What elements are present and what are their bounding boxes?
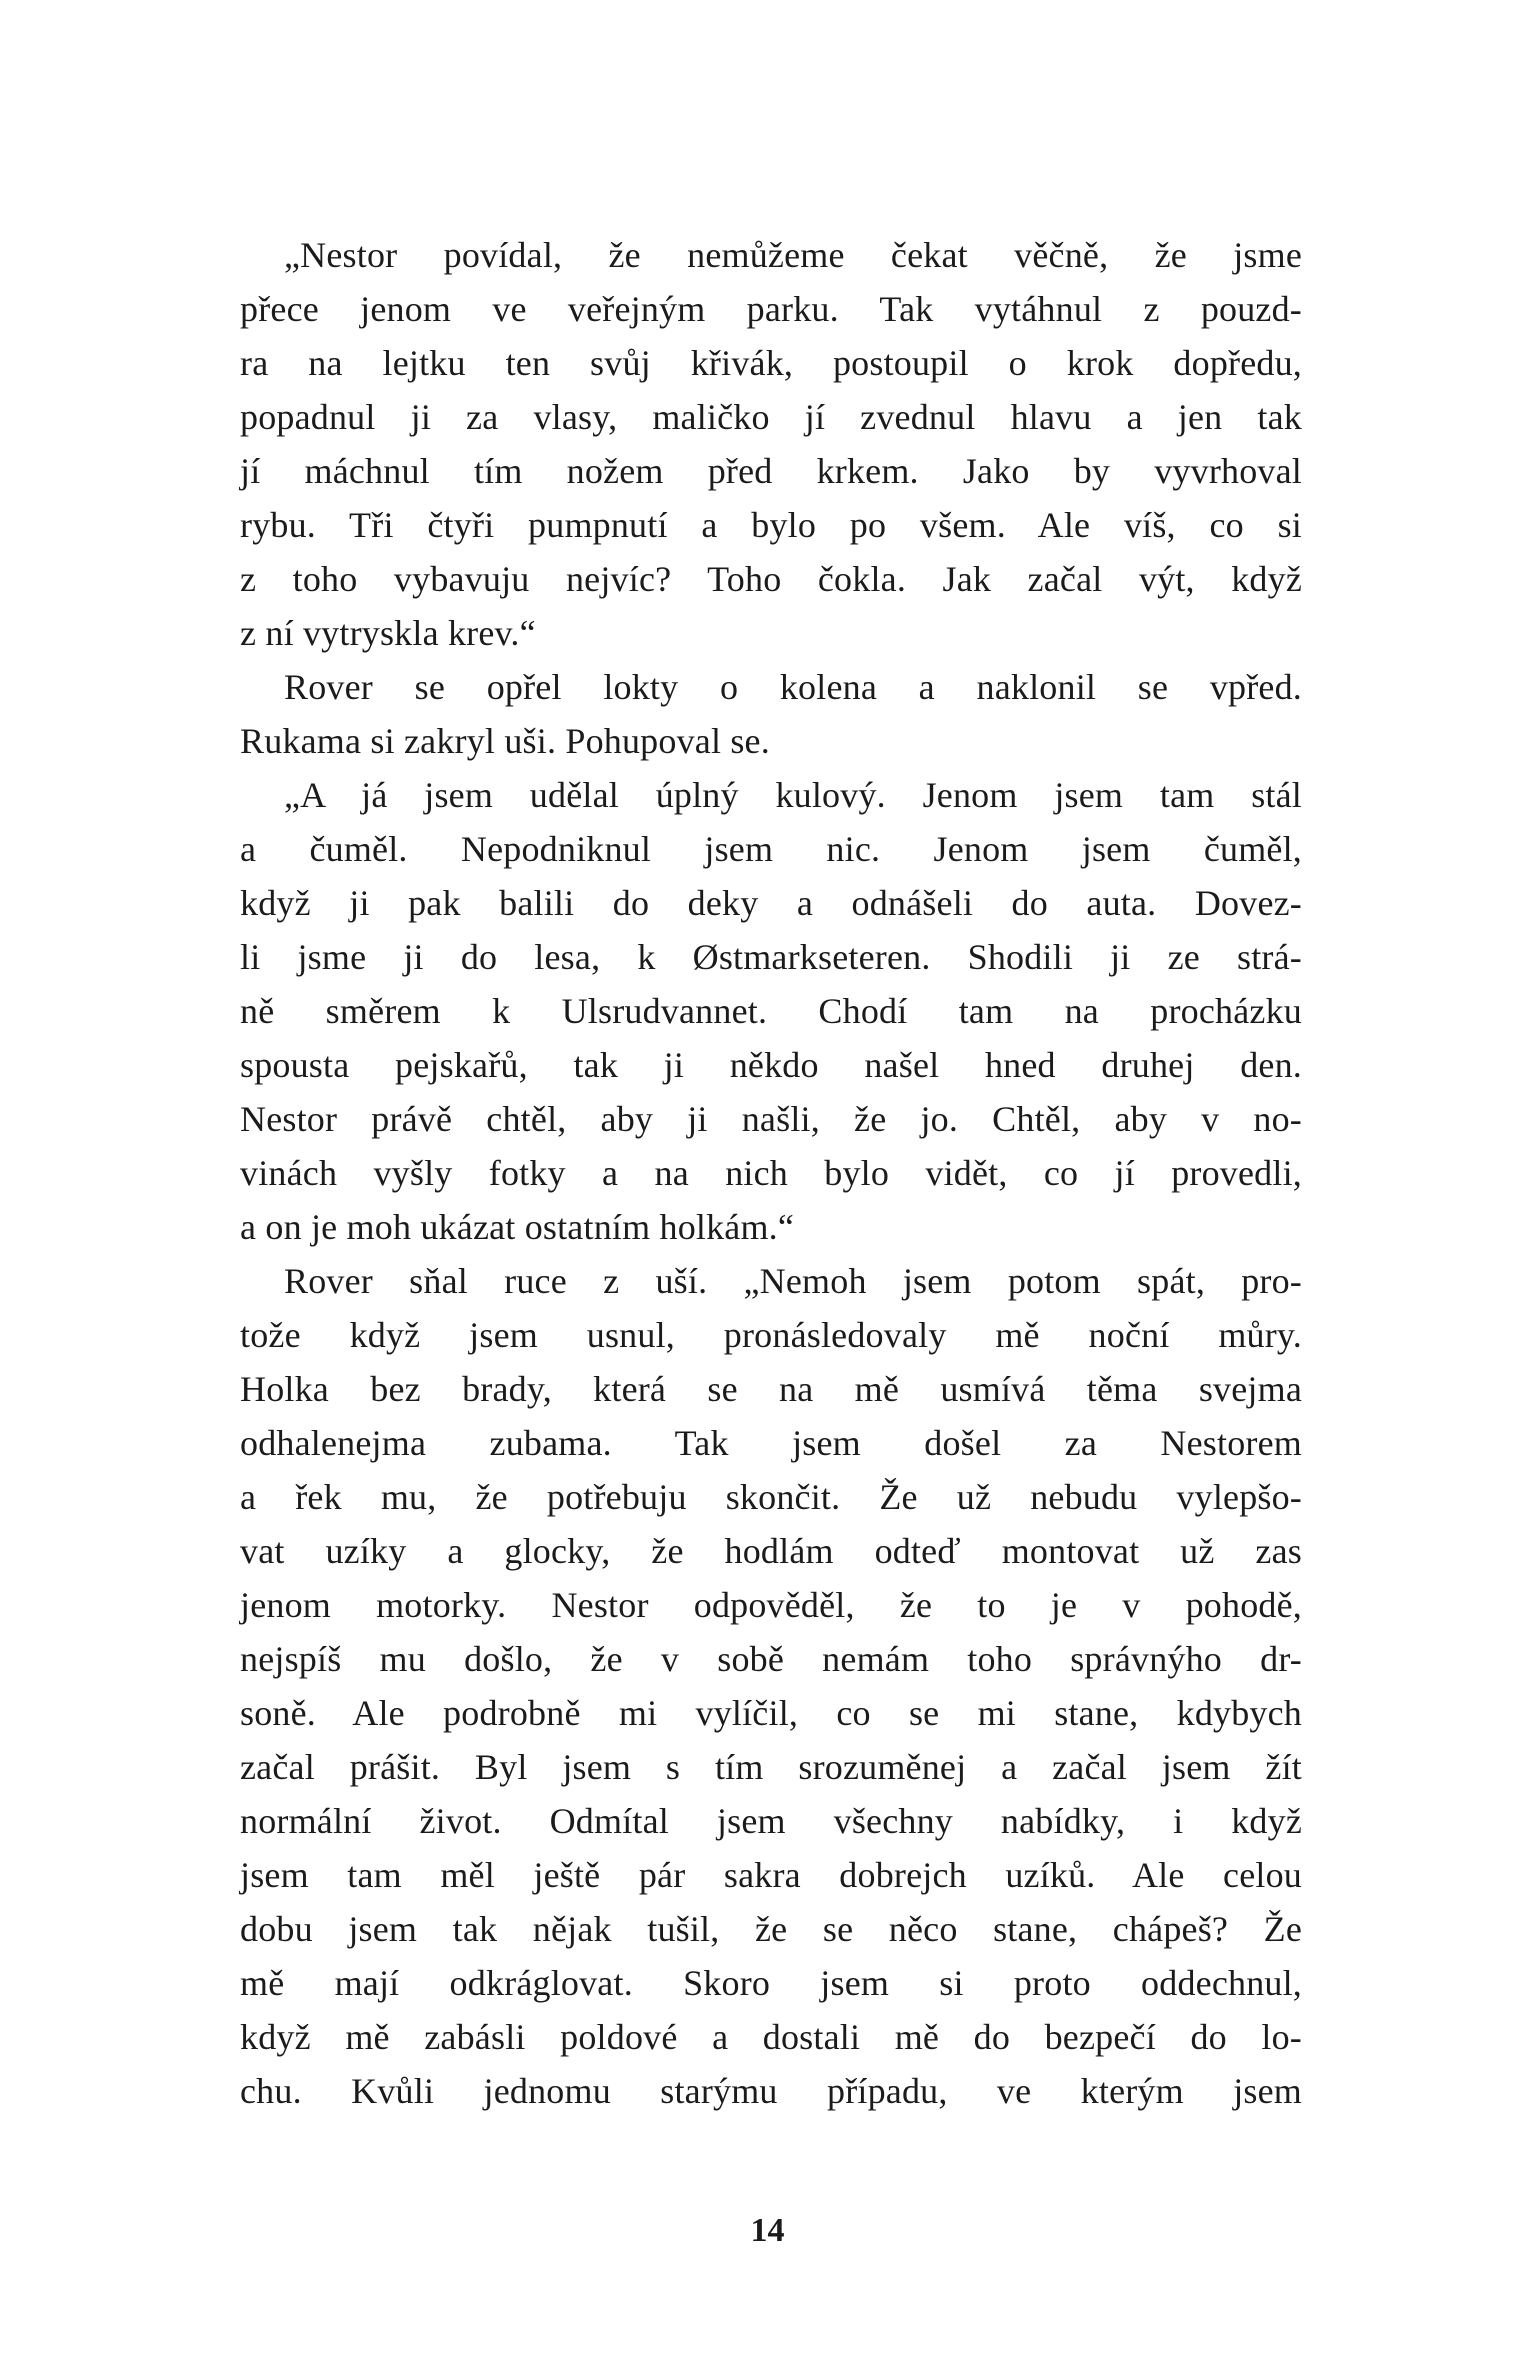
text-line: jenom motorky. Nestor odpověděl, že to je v pohodě,: [240, 1585, 1302, 1625]
text-line: tože když jsem usnul, pronásledovaly mě noční můry.: [240, 1315, 1302, 1355]
text-line: z toho vybavuju nejvíc? Toho čokla. Jak začal výt, když: [240, 559, 1302, 599]
text-line: ně směrem k Ulsrudvannet. Chodí tam na procházku: [240, 991, 1302, 1031]
text-line: z ní vytryskla krev.“: [240, 613, 536, 653]
text-line: popadnul ji za vlasy, maličko jí zvednul hlavu a jen tak: [240, 397, 1302, 437]
text-line: mě mají odkráglovat. Skoro jsem si proto oddechnul,: [240, 1963, 1302, 2003]
text-line: ra na lejtku ten svůj křivák, postoupil o krok dopředu,: [240, 343, 1302, 383]
paragraph: [240, 1254, 1302, 2118]
text-line: dobu jsem tak nějak tušil, že se něco stane, chápeš? Že: [240, 1909, 1302, 1949]
text-line: spousta pejskařů, tak ji někdo našel hned druhej den.: [240, 1045, 1302, 1085]
text-line: Rover sňal ruce z uší. „Nemoh jsem potom spát, pro-: [284, 1261, 1302, 1301]
text-line: Nestor právě chtěl, aby ji našli, že jo. Chtěl, aby v no-: [240, 1099, 1302, 1139]
text-line: Holka bez brady, která se na mě usmívá těma svejma: [240, 1369, 1302, 1409]
page-number: 14: [750, 2212, 785, 2249]
paragraph: [240, 768, 1302, 1254]
text-line: začal prášit. Byl jsem s tím srozuměnej a začal jsem žít: [240, 1747, 1302, 1787]
text-line: a řek mu, že potřebuju skončit. Že už nebudu vylepšo-: [240, 1477, 1302, 1517]
text-line: jí máchnul tím nožem před krkem. Jako by vyvrhoval: [240, 451, 1302, 491]
text-line: soně. Ale podrobně mi vylíčil, co se mi stane, kdybych: [240, 1693, 1302, 1733]
text-line: když ji pak balili do deky a odnášeli do auta. Dovez-: [240, 883, 1302, 923]
text-line: li jsme ji do lesa, k Østmarkseteren. Shodili ji ze strá-: [240, 937, 1302, 977]
paragraph: [240, 660, 1302, 768]
text-line: odhalenejma zubama. Tak jsem došel za Nestorem: [240, 1423, 1302, 1463]
paragraph: [240, 228, 1302, 660]
text-line: vinách vyšly fotky a na nich bylo vidět, co jí provedli,: [240, 1153, 1302, 1193]
text-line: a čuměl. Nepodniknul jsem nic. Jenom jsem čuměl,: [240, 829, 1302, 869]
text-line: a on je moh ukázat ostatním holkám.“: [240, 1207, 795, 1247]
text-line: „A já jsem udělal úplný kulový. Jenom jsem tam stál: [284, 775, 1302, 815]
text-line: chu. Kvůli jednomu starýmu případu, ve kterým jsem: [240, 2071, 1302, 2111]
text-line: když mě zabásli poldové a dostali mě do bezpečí do lo-: [240, 2017, 1302, 2057]
text-line: vat uzíky a glocky, že hodlám odteď montovat už zas: [240, 1531, 1302, 1571]
text-line: rybu. Tři čtyři pumpnutí a bylo po všem. Ale víš, co si: [240, 505, 1302, 545]
text-line: přece jenom ve veřejným parku. Tak vytáhnul z pouzd-: [240, 289, 1302, 329]
text-line: normální život. Odmítal jsem všechny nabídky, i když: [240, 1801, 1302, 1841]
text-line: „Nestor povídal, že nemůžeme čekat věčně, že jsme: [284, 235, 1302, 275]
text-line: nejspíš mu došlo, že v sobě nemám toho správnýho dr-: [240, 1639, 1302, 1679]
text-block: [240, 228, 1302, 2118]
text-line: jsem tam měl ještě pár sakra dobrejch uzíků. Ale celou: [240, 1855, 1302, 1895]
text-line: Rukama si zakryl uši. Pohupoval se.: [240, 721, 770, 761]
text-line: Rover se opřel lokty o kolena a naklonil se vpřed.: [284, 667, 1302, 707]
